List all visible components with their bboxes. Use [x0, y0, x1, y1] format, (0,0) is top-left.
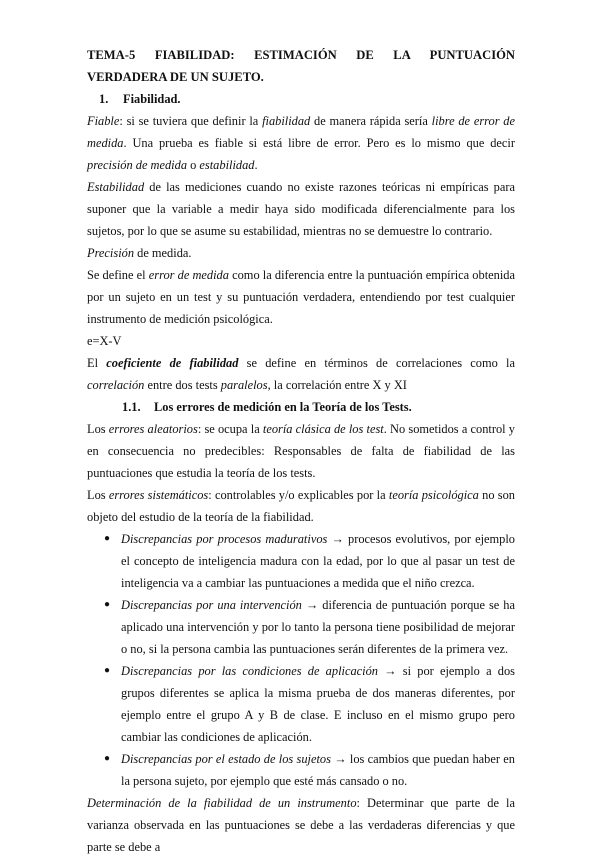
text: o: [187, 158, 200, 172]
term-precision: precisión de medida: [87, 158, 188, 172]
term-errores-aleatorios: errores aleatorios: [108, 422, 198, 436]
subsection-heading-errores: [87, 396, 515, 418]
text: El: [87, 356, 107, 370]
list-item-text: → procesos evolutivos, por ejemplo el concepto de inteligencia madura con la edad, por lo que al pasar un test de inteligencia va a cambiar las puntuaciones a medida que el niño crezca.: [121, 532, 516, 590]
text: Los: [87, 422, 109, 436]
paragraph-errores-aleatorios: [87, 418, 515, 484]
list-item-text: → si por ejemplo a dos grupos diferentes se aplica la misma prueba de dos maneras diferentes, por ejemplo entre el grupo A y B de clase. E incluso en el mismo grupo pero cambiar las condiciones de aplicación.: [121, 664, 515, 744]
list-item-text: → los cambios que puedan haber en la persona sujeto, por ejemplo que esté más cansado o no.: [121, 752, 515, 788]
document-title: TEMA-5 FIABILIDAD: ESTIMACIÓN DE LA PUNTUACIÓN VERDADERA DE UN SUJETO.: [87, 48, 515, 84]
document-page: [87, 44, 515, 858]
section-heading-fiabilidad: [87, 88, 515, 110]
subsection-number: 1.1.: [122, 400, 141, 414]
list-item: [87, 528, 515, 594]
term-fiable: Fiable: [87, 114, 120, 128]
bullet-icon: ●: [104, 753, 111, 764]
term-determinacion: Determinación de la fiabilidad de un instrumento: [87, 796, 357, 810]
term-correlacion: correlación: [87, 378, 145, 392]
bullet-icon: ●: [104, 665, 111, 676]
text: de manera rápida sería: [310, 114, 432, 128]
list-item: [87, 660, 515, 748]
section-number: 1.: [99, 92, 109, 106]
list-item-term: Discrepancias por el estado de los sujetos: [121, 752, 331, 766]
text: .: [254, 158, 258, 172]
paragraph-error-medida: [87, 264, 515, 330]
text: Los: [87, 488, 109, 502]
term-error-medida: error de medida: [148, 268, 229, 282]
text: . Una prueba es fiable si está libre de error. Pero es lo mismo que decir: [123, 136, 515, 150]
term-teoria-psicologica: teoría psicológica: [388, 488, 479, 502]
term-errores-sistematicos: errores sistemáticos: [108, 488, 209, 502]
text: de las mediciones cuando no existe razones teóricas ni empíricas para suponer que la variable a medir haya sido modificada diferencialmente para los sujetos, por lo que se asume su estabilidad, mientras no se demuestre lo contrario.: [87, 180, 515, 238]
text: . No sometidos a control y en consecuencia no predecibles: Responsables de falta de fiabilidad de las puntuaciones que estudia la teoría de los tests.: [87, 422, 515, 480]
paragraph-fiable: [87, 110, 515, 176]
term-coeficiente-fiabilidad: coeficiente de fiabilidad: [106, 356, 239, 370]
text: : controlables y/o explicables por la: [208, 488, 389, 502]
bullet-icon: ●: [104, 533, 111, 544]
text: , la correlación entre X y XI: [267, 378, 407, 392]
paragraph-coeficiente: [87, 352, 515, 396]
text: se define en términos de correlaciones como la: [238, 356, 516, 370]
paragraph-determinacion: [87, 792, 515, 858]
term-estabilidad-lead: Estabilidad: [87, 180, 145, 194]
list-item-term: Discrepancias por una intervención: [121, 598, 302, 612]
formula: e=X-V: [87, 334, 122, 348]
list-item-term: Discrepancias por procesos madurativos: [121, 532, 328, 546]
list-item: [87, 594, 515, 660]
paragraph-errores-sistematicos: [87, 484, 515, 528]
term-fiabilidad: fiabilidad: [262, 114, 311, 128]
text: Se define el: [87, 268, 149, 282]
term-precision-lead: Precisión: [87, 246, 135, 260]
text: : se ocupa la: [197, 422, 263, 436]
subsection-label: Los errores de medición en la Teoría de los Tests.: [154, 400, 412, 414]
paragraph-estabilidad: [87, 176, 515, 242]
text: entre dos tests: [144, 378, 221, 392]
term-paralelos: paralelos: [220, 378, 268, 392]
term-estabilidad: estabilidad: [199, 158, 255, 172]
text: como la diferencia entre la puntuación empírica obtenida por un sujeto en un test y su puntuación verdadera, entendiendo por test cualquier instrumento de medición psicológica.: [87, 268, 515, 326]
text: : Determinar que parte de la varianza observada en las puntuaciones se debe a las verdaderas diferencias y que parte se debe a: [87, 796, 515, 854]
text: no son objeto del estudio de la teoría de la fiabilidad.: [87, 488, 516, 524]
text: : si se tuviera que definir la: [119, 114, 263, 128]
list-item: [87, 748, 515, 792]
list-item-text: → diferencia de puntuación porque se ha aplicado una intervención y por lo tanto la persona tiene posibilidad de mejorar o no, si la persona cambia las puntuaciones serán diferentes de la primera vez.: [121, 598, 516, 656]
term-libre-error: libre de error de medida: [87, 114, 515, 150]
paragraph-precision: [87, 242, 515, 264]
text: de medida.: [134, 246, 192, 260]
list-item-term: Discrepancias por las condiciones de aplicación: [121, 664, 378, 678]
bullet-icon: ●: [104, 599, 111, 610]
section-label: Fiabilidad.: [123, 92, 181, 106]
discrepancies-list: [87, 528, 515, 792]
term-teoria-clasica: teoría clásica de los test: [262, 422, 384, 436]
